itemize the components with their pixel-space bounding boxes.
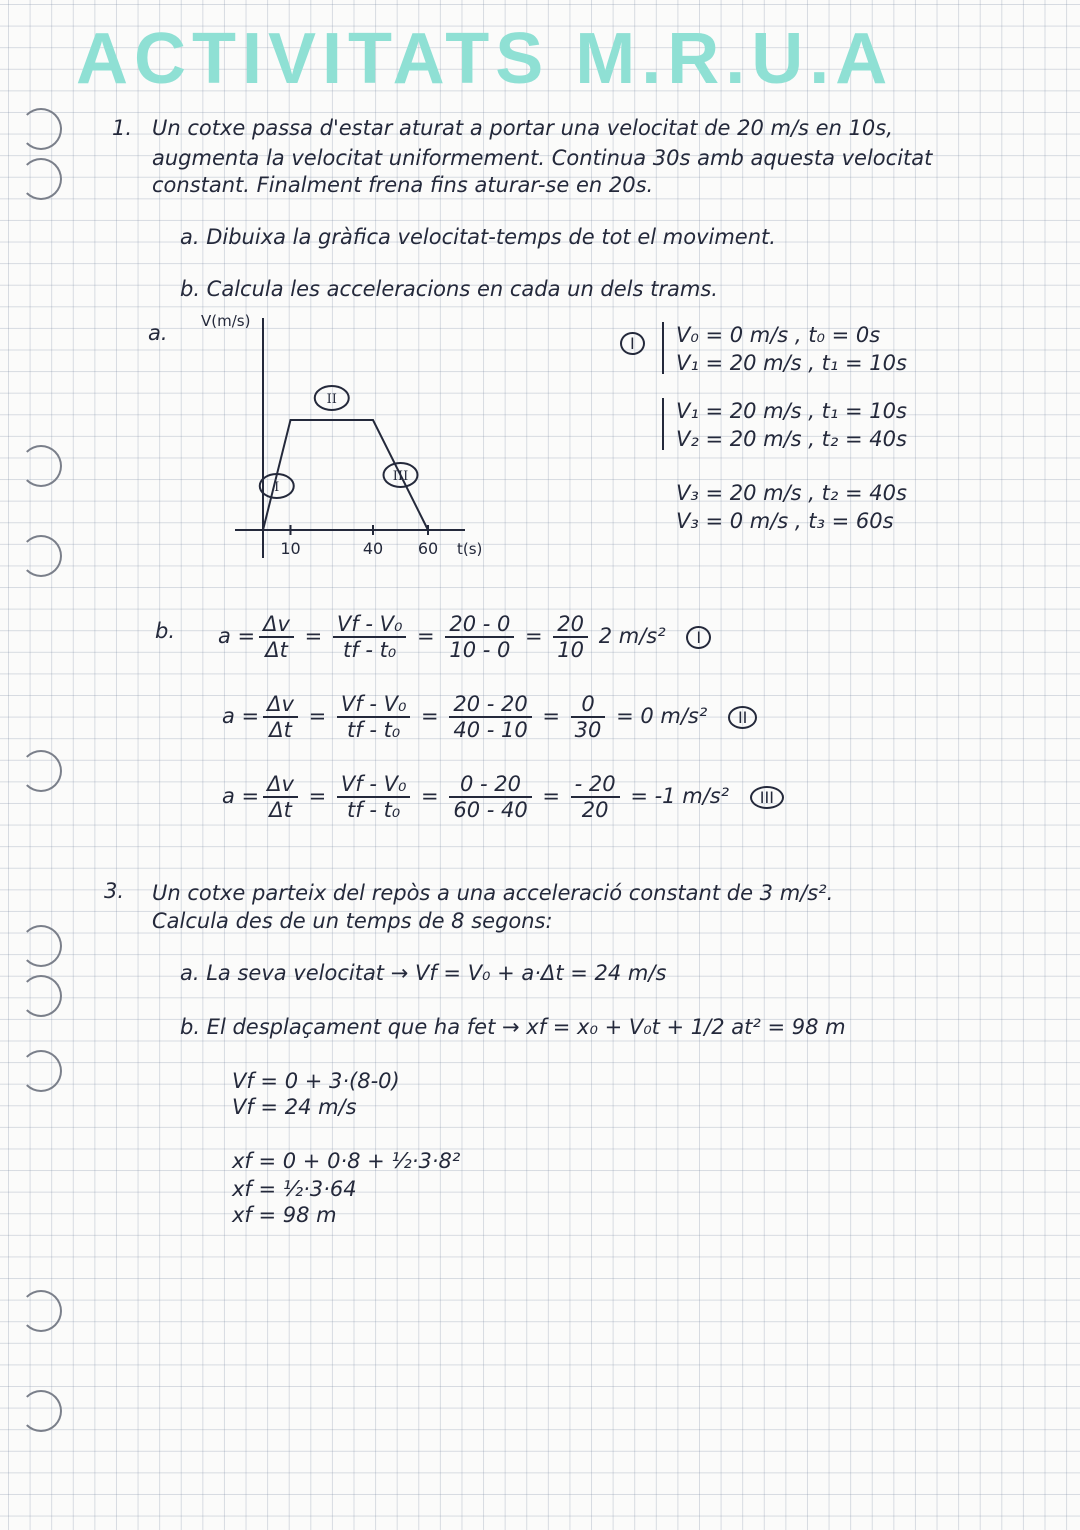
stage-value-line: V₁ = 20 m/s , t₁ = 10s (676, 351, 907, 375)
equals-sign: = (518, 624, 550, 648)
exercise-1-item-a: a. Dibuixa la gràfica velocitat-temps de tot el moviment. (180, 225, 776, 249)
equals-sign: = (535, 784, 567, 808)
exercise-3-statement-line: Un cotxe parteix del repòs a una acceleració constant de 3 m/s². (152, 881, 834, 905)
equals-sign: = (414, 704, 446, 728)
work-line: xf = 0 + 0·8 + ½·3·8² (232, 1149, 461, 1173)
stage-bracket (662, 322, 664, 374)
fraction (449, 772, 531, 822)
equals-sign: = (410, 624, 442, 648)
equation-lhs: a = (222, 784, 260, 808)
y-axis-label: V(m/s) (201, 312, 251, 330)
exercise-3-item-b: b. El desplaçament que ha fet → xf = x₀ + V₀t + 1/2 at² = 98 m (180, 1015, 846, 1039)
fraction-denominator: Δt (269, 718, 292, 742)
stage-value-line: V₁ = 20 m/s , t₁ = 10s (676, 399, 907, 423)
binder-hole (20, 750, 62, 792)
work-line: xf = 98 m (232, 1203, 337, 1227)
exercise-1-number: 1. (112, 116, 133, 140)
stage-tag: I (620, 332, 645, 355)
exercise-1-item-b: b. Calcula les acceleracions en cada un dels trams. (180, 277, 718, 301)
binder-hole (20, 158, 62, 200)
fraction (263, 692, 298, 742)
fraction-numerator: - 20 (571, 772, 620, 798)
binder-hole (20, 975, 62, 1017)
fraction-numerator: Vf - V₀ (337, 772, 410, 798)
fraction-denominator: Δt (269, 798, 292, 822)
equals-sign: = (297, 624, 329, 648)
stage-value-line: V₃ = 0 m/s , t₃ = 60s (676, 509, 894, 533)
fraction (553, 612, 588, 662)
fraction-numerator: Δv (259, 612, 294, 638)
acceleration-result: 2 m/s² (592, 624, 673, 648)
segment-tag: II (728, 706, 757, 729)
exercise-3-number: 3. (104, 879, 125, 903)
work-line: xf = ½·3·64 (232, 1177, 357, 1201)
equals-sign: = (414, 784, 446, 808)
fraction-numerator: Vf - V₀ (337, 692, 410, 718)
segment-label: II (326, 392, 337, 407)
fraction (333, 612, 406, 662)
acceleration-result: = 0 m/s² (609, 704, 714, 728)
fraction-denominator: 60 - 40 (453, 798, 528, 822)
fraction-numerator: 0 (571, 692, 606, 718)
fraction-denominator: tf - t₀ (343, 638, 397, 662)
binder-hole (20, 1050, 62, 1092)
acceleration-equation (222, 692, 757, 742)
fraction-numerator: Δv (263, 772, 298, 798)
binder-hole (20, 1290, 62, 1332)
velocity-time-graph (195, 308, 525, 568)
x-tick-label: 40 (362, 539, 384, 558)
fraction-denominator: tf - t₀ (347, 798, 401, 822)
stage-value-line: V₀ = 0 m/s , t₀ = 0s (676, 323, 881, 347)
stage-value-line: V₃ = 20 m/s , t₂ = 40s (676, 481, 907, 505)
fraction-denominator: 10 (557, 638, 585, 662)
fraction-denominator: 30 (574, 718, 602, 742)
exercise-3-statement-line: Calcula des de un temps de 8 segons: (152, 909, 553, 933)
fraction (337, 692, 410, 742)
stage-value-line: V₂ = 20 m/s , t₂ = 40s (676, 427, 907, 451)
fraction (445, 612, 514, 662)
exercise-3-item-a: a. La seva velocitat → Vf = V₀ + a·Δt = 24 m/s (180, 961, 667, 985)
fraction-denominator: 10 - 0 (449, 638, 511, 662)
equation-lhs: a = (222, 704, 260, 728)
equals-sign: = (301, 784, 333, 808)
acceleration-equation (222, 772, 784, 822)
fraction-numerator: Δv (263, 692, 298, 718)
segment-label: I (274, 480, 280, 495)
fraction-numerator: 0 - 20 (449, 772, 531, 798)
fraction (571, 772, 620, 822)
binder-hole (20, 535, 62, 577)
fraction-numerator: 20 - 20 (449, 692, 531, 718)
segment-tag: III (750, 786, 784, 809)
answer-a-label: a. (148, 321, 168, 345)
binder-hole (20, 445, 62, 487)
page-title: ACTIVITATS M.R.U.A (76, 19, 894, 99)
acceleration-equation (218, 612, 711, 662)
work-line: Vf = 0 + 3·(8-0) (232, 1069, 400, 1093)
fraction-denominator: 40 - 10 (453, 718, 528, 742)
x-tick-label: 10 (280, 539, 301, 558)
equation-lhs: a = (218, 624, 256, 648)
segment-label: III (392, 469, 409, 484)
acceleration-result: = -1 m/s² (623, 784, 736, 808)
binder-hole (20, 108, 62, 150)
binder-hole (20, 1390, 62, 1432)
x-tick-label: 60 (417, 539, 439, 558)
fraction-denominator: 20 (581, 798, 609, 822)
fraction-numerator: 20 (553, 612, 588, 638)
equals-sign: = (301, 704, 333, 728)
x-axis-label: t(s) (457, 540, 483, 558)
fraction (571, 692, 606, 742)
fraction (337, 772, 410, 822)
fraction-denominator: tf - t₀ (347, 718, 401, 742)
work-line: Vf = 24 m/s (232, 1095, 357, 1119)
fraction-numerator: Vf - V₀ (333, 612, 406, 638)
exercise-1-statement-line: constant. Finalment frena fins aturar-se en 20s. (152, 173, 654, 197)
stage-bracket (662, 398, 664, 450)
fraction (259, 612, 294, 662)
fraction-denominator: Δt (265, 638, 288, 662)
fraction (263, 772, 298, 822)
segment-tag: I (686, 626, 711, 649)
equals-sign: = (535, 704, 567, 728)
fraction (449, 692, 531, 742)
fraction-numerator: 20 - 0 (445, 612, 514, 638)
binder-hole (20, 925, 62, 967)
exercise-1-statement-line: Un cotxe passa d'estar aturat a portar una velocitat de 20 m/s en 10s, (152, 116, 893, 140)
answer-b-label: b. (155, 619, 176, 643)
exercise-1-statement-line: augmenta la velocitat uniformement. Continua 30s amb aquesta velocitat (152, 146, 933, 170)
